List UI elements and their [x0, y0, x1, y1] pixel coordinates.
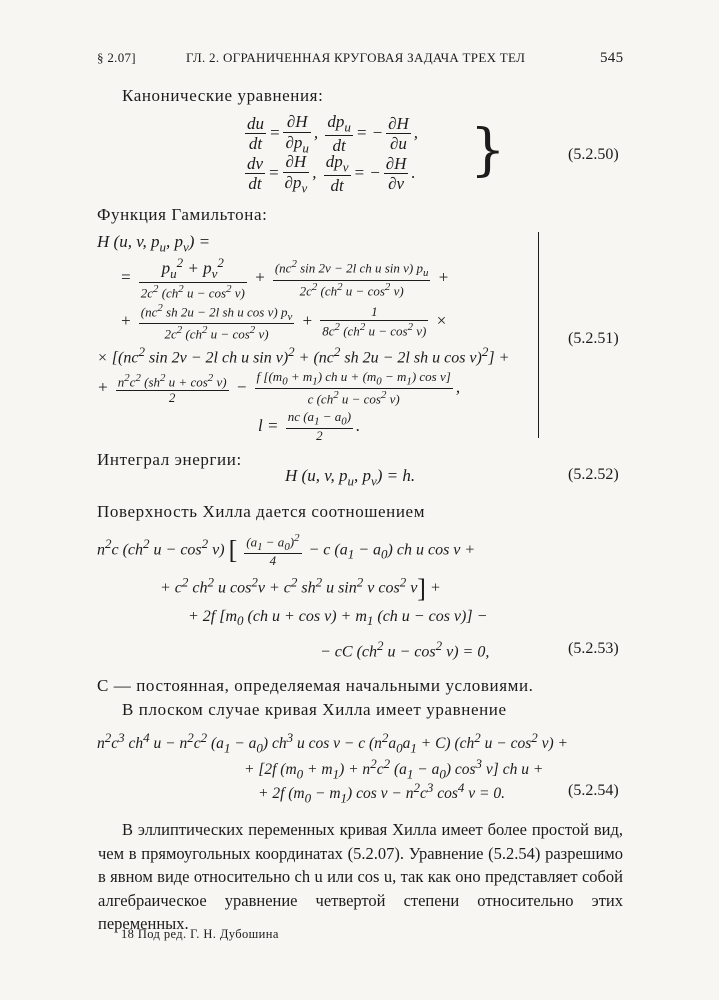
eq-5251-line3: + $\frac{(nc^2 sh 2u - 2l sh u \cos v) p_v}{2c^2 (ch^2 u - \cos^2 v)}$ + $\frac{1}{8c^2 (ch^2 u - \cos^2 v)}$ × [120, 302, 448, 342]
section-ref: § 2.07] [97, 50, 136, 65]
eq-number-5254: (5.2.54) [568, 782, 619, 799]
eq-5251-line4: × [($nc^2$ sin 2v − 2l ch u $\sin v)^2 + (nc^2$ sh 2u − 2l sh u cos v)$^2$] + [97, 344, 510, 367]
eq-number-5252: (5.2.52) [568, 466, 619, 483]
eq-number-5251: (5.2.51) [568, 330, 619, 347]
eq-5253-line4: − cC ($ch^2$ $u - \cos^2 v) = 0$, [320, 638, 490, 661]
brace-5250: } [470, 118, 506, 183]
running-title: ГЛ. 2. ОГРАНИЧЕННАЯ КРУГОВАЯ ЗАДАЧА ТРЕХ ТЕЛ [186, 50, 526, 65]
eq-5251-line2: = $\frac{p_u^2 + p_v^2}{2c^2 (ch^2 u - \cos^2 v)}$ + $\frac{(nc^2 \sin 2v - 2l ch u \sin v) p_u}{2c^2 (ch^2 u - \cos^2 v)}$ + [120, 255, 450, 301]
eq-5254-line2: + [2f $(m_0 + m_1) + n^2c^2$ $(a_1 - a_0)$ $\cos^3 v$] ch u + [244, 756, 544, 782]
equation-5252: H (u, v, $p_u$, $p_v) = h$. [285, 466, 416, 489]
closing-paragraph: В эллиптических переменных кривая Хилла имеет более простой вид, чем в прямоугольных координатах (5.2.07). Уравнение (5.2.54) разрешимо в явном виде относительно ch u или cos u, так как оно представляет собой алгебраическое уравнение четвертой степени относительно этих переменных. [98, 820, 623, 933]
eq-5251-line6: l = $\frac{nc (a_1 - a_0)}{2}$ . [258, 409, 361, 444]
planar-text: В плоском случае кривая Хилла имеет уравнение [122, 700, 507, 719]
eq-number-5253: (5.2.53) [568, 640, 619, 657]
constant-text: C — постоянная, определяемая начальными условиями. [97, 676, 534, 695]
eq-5253-line3: + 2f [$m_0$ (ch $u + \cos v) + m_1$ (ch u − cos v)] − [188, 608, 488, 629]
eq-5251-line5: + $\frac{n^2c^2 (sh^2 u + \cos^2 v)}{2}$ − $\frac{f [(m_0 + m_1) ch u + (m_0 - m_1) \cos v]}{c (ch^2 u - \cos^2 v)}$ , [97, 369, 461, 407]
page-number: 545 [600, 50, 624, 66]
eq-5254-line1: $n^2c^3$ $ch^4$ $u - n^2c^2$ $(a_1 - a_0)$ $ch^3$ u cos v − c $(n^2a_0a_1 + C)$ ($ch^2$ $u - \cos^2 v$) + [97, 730, 569, 756]
eq-5254-line3: + 2f $(m_0 - m_1)$ $\cos v - n^2c^3$ $\cos^4 v = 0$. [258, 780, 505, 806]
canonical-label: Канонические уравнения: [122, 86, 324, 105]
eq-5253-line2: + $c^2$ $ch^2$ u $\cos^2v + c^2$ $sh^2$ u $\sin^2 v$ $\cos^2 v$] + [160, 574, 441, 603]
eq-5253-line1: $n^2c$ ($ch^2$ $u - \cos^2 v$) [ $\frac{(a_1 - a_0)^2}{4}$ − c $(a_1 - a_0)$ ch u cos v + [97, 532, 476, 569]
brace-5251 [538, 232, 553, 438]
energy-label: Интеграл энергии: [97, 450, 242, 469]
equation-5250-row1: $\frac{du}{dt}$ = $\frac{\partial H}{\partial p_u}$ , $\frac{dp_u}{dt}$ = − $\frac{\partial H}{\partial u}$ , [247, 112, 419, 156]
eq-5251-line1: H (u, v, $p_u$, $p_v$) = [97, 232, 211, 255]
hill-label: Поверхность Хилла дается соотношением [97, 502, 426, 521]
equation-5250-row2: $\frac{dv}{dt}$ = $\frac{\partial H}{\partial p_v}$ , $\frac{dp_v}{dt}$ = − $\frac{\partial H}{\partial v}$ . [247, 152, 416, 196]
footer-signature: 18 Под ред. Г. Н. Дубошина [121, 927, 279, 941]
hamiltonian-label: Функция Гамильтона: [97, 205, 268, 224]
eq-number-5250: (5.2.50) [568, 146, 619, 163]
